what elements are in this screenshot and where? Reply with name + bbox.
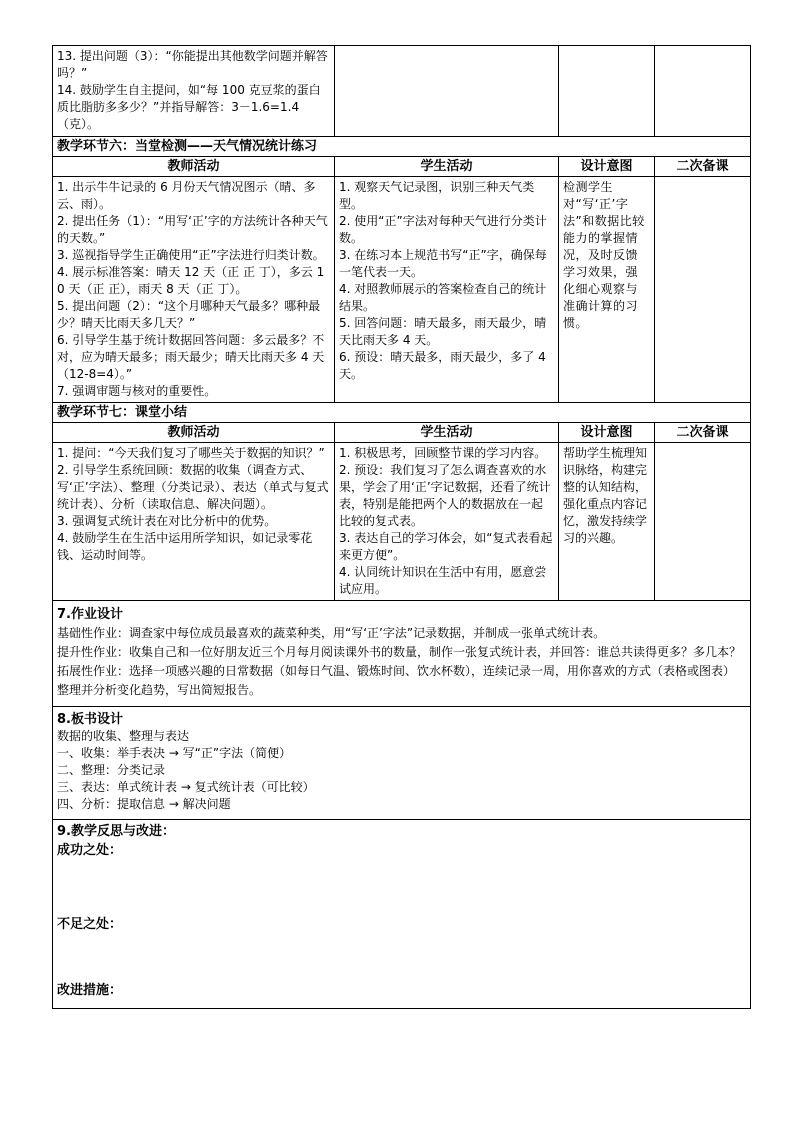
section6-student-cell bbox=[335, 177, 559, 403]
reflection-cell bbox=[53, 820, 751, 1009]
lesson-plan-sheet bbox=[52, 45, 750, 1009]
section7-teacher-item: 2. 引导学生系统回顾：数据的收集（调查方式、写‘正’字法）、整理（分类记录）、表达（单式与复式统计表）、分析（读取信息、解决问题）。 bbox=[57, 463, 329, 511]
top-intent-cell bbox=[559, 46, 655, 137]
section6-teacher-item: 5. 提出问题（2）：“这个月哪种天气最多？哪种最少？晴天比雨天多几天？” bbox=[57, 299, 321, 330]
section6-student-item: 6. 预设：晴天最多，雨天最少，多了 4 天。 bbox=[339, 350, 546, 381]
reflection-row bbox=[53, 820, 751, 1009]
homework-basic: 基础性作业：调查家中每位成员最喜欢的蔬菜种类，用“写‘正’字法”记录数据，并制成一张单式统计表。 bbox=[57, 626, 606, 640]
reflection-shortcoming-label: 不足之处： bbox=[57, 917, 123, 932]
section6-teacher-item: 6. 引导学生基于统计数据回答问题：多云最多？不对，应为晴天最多；雨天最少；晴天比雨天多 4 天（12-8=4）。” bbox=[57, 333, 325, 381]
section7-header-student: 学生活动 bbox=[335, 423, 559, 443]
section7-header-row bbox=[53, 423, 751, 443]
section7-teacher-cell bbox=[53, 443, 335, 601]
board-line: 一、收集：举手表决 → 写“正”字法（简便） bbox=[57, 746, 292, 760]
section7-content-row bbox=[53, 443, 751, 601]
section6-header-intent: 设计意图 bbox=[559, 157, 655, 177]
top-teacher-cell bbox=[53, 46, 335, 137]
section7-header-teacher: 教师活动 bbox=[53, 423, 335, 443]
section6-teacher-item: 2. 提出任务（1）：“用写‘正’字的方法统计各种天气的天数。” bbox=[57, 214, 328, 245]
section6-student-item: 5. 回答问题：晴天最多，雨天最少，晴天比雨天多 4 天。 bbox=[339, 316, 547, 347]
board-title: 8.板书设计 bbox=[57, 712, 123, 727]
section7-title: 教学环节七：课堂小结 bbox=[53, 403, 751, 423]
top-teacher-item-13: 13. 提出问题（3）：“你能提出其他数学问题并解答吗？” bbox=[57, 49, 328, 80]
section7-intent-cell: 帮助学生梳理知识脉络，构建完整的认知结构，强化重点内容记忆，激发持续学习的兴趣。 bbox=[559, 443, 655, 601]
section6-title: 教学环节六：当堂检测——天气情况统计练习 bbox=[53, 137, 751, 157]
board-line: 四、分析：提取信息 → 解决问题 bbox=[57, 797, 231, 811]
top-notes-cell bbox=[655, 46, 751, 137]
section7-teacher-item: 3. 强调复式统计表在对比分析中的优势。 bbox=[57, 514, 277, 528]
section7-header-intent: 设计意图 bbox=[559, 423, 655, 443]
section6-student-item: 4. 对照教师展示的答案检查自己的统计结果。 bbox=[339, 282, 547, 313]
reflection-success-label: 成功之处： bbox=[57, 843, 123, 858]
section7-teacher-item: 1. 提问：“今天我们复习了哪些关于数据的知识？” bbox=[57, 446, 325, 460]
board-row bbox=[53, 707, 751, 820]
section6-title-row bbox=[53, 137, 751, 157]
section6-teacher-item: 4. 展示标准答案：晴天 12 天（正 正 丁），多云 10 天（正 正），雨天 8 天（正 丁）。 bbox=[57, 265, 325, 296]
section6-student-item: 2. 使用“正”字法对每种天气进行分类计数。 bbox=[339, 214, 547, 245]
homework-title: 7.作业设计 bbox=[57, 607, 123, 622]
section6-header-student: 学生活动 bbox=[335, 157, 559, 177]
section7-student-item: 3. 表达自己的学习体会，如“复式表看起来更方便”。 bbox=[339, 531, 553, 562]
section7-teacher-item: 4. 鼓励学生在生活中运用所学知识，如记录零花钱、运动时间等。 bbox=[57, 531, 313, 562]
section6-notes-cell bbox=[655, 177, 751, 403]
board-line: 三、表达：单式统计表 → 复式统计表（可比较） bbox=[57, 780, 315, 794]
top-teacher-item-14: 14. 鼓励学生自主提问，如“每 100 克豆浆的蛋白质比脂肪多多少？”并指导解答：3－1.6=1.4（克）。 bbox=[57, 83, 321, 131]
section6-header-notes: 二次备课 bbox=[655, 157, 751, 177]
board-line: 二、整理：分类记录 bbox=[57, 763, 166, 777]
lesson-table bbox=[52, 45, 751, 1009]
board-line: 数据的收集、整理与表达 bbox=[57, 729, 190, 743]
section6-header-teacher: 教师活动 bbox=[53, 157, 335, 177]
top-student-cell bbox=[335, 46, 559, 137]
section6-teacher-item: 3. 巡视指导学生正确使用“正”字法进行归类计数。 bbox=[57, 248, 325, 262]
top-block-row bbox=[53, 46, 751, 137]
section6-header-row bbox=[53, 157, 751, 177]
section6-teacher-cell bbox=[53, 177, 335, 403]
section7-student-cell bbox=[335, 443, 559, 601]
section7-student-item: 1. 积极思考，回顾整节课的学习内容。 bbox=[339, 446, 547, 460]
homework-advanced: 提升性作业：收集自己和一位好朋友近三个月每月阅读课外书的数量，制作一张复式统计表，并回答：谁总共读得更多？多几本？ bbox=[57, 645, 742, 659]
homework-cell bbox=[53, 601, 751, 707]
section7-header-notes: 二次备课 bbox=[655, 423, 751, 443]
reflection-title: 9.教学反思与改进： bbox=[57, 824, 175, 839]
section6-student-item: 3. 在练习本上规范书写“正”字，确保每一笔代表一天。 bbox=[339, 248, 547, 279]
section7-student-item: 4. 认同统计知识在生活中有用，愿意尝试应用。 bbox=[339, 565, 547, 596]
board-cell bbox=[53, 707, 751, 820]
homework-extended: 拓展性作业：选择一项感兴趣的日常数据（如每日气温、锻炼时间、饮水杯数），连续记录一周，用你喜欢的方式（表格或图表）整理并分析变化趋势，写出简短报告。 bbox=[57, 664, 736, 697]
section6-content-row bbox=[53, 177, 751, 403]
homework-row bbox=[53, 601, 751, 707]
section6-teacher-item: 7. 强调审题与核对的重要性。 bbox=[57, 384, 217, 398]
section6-student-item: 1. 观察天气记录图，识别三种天气类型。 bbox=[339, 180, 535, 211]
section6-intent-cell: 检测学生对“写‘正’字法”和数据比较能力的掌握情况，及时反馈学习效果，强化细心观察与准确计算的习惯。 bbox=[559, 177, 655, 403]
section7-student-item: 2. 预设：我们复习了怎么调查喜欢的水果，学会了用‘正’字记数据，还看了统计表，特别是能把两个人的数据放在一起比较的复式表。 bbox=[339, 463, 551, 528]
section6-teacher-item: 1. 出示牛牛记录的 6 月份天气情况图示（晴、多云、雨）。 bbox=[57, 180, 316, 211]
section7-notes-cell bbox=[655, 443, 751, 601]
reflection-improve-label: 改进措施： bbox=[57, 983, 123, 998]
section7-title-row bbox=[53, 403, 751, 423]
